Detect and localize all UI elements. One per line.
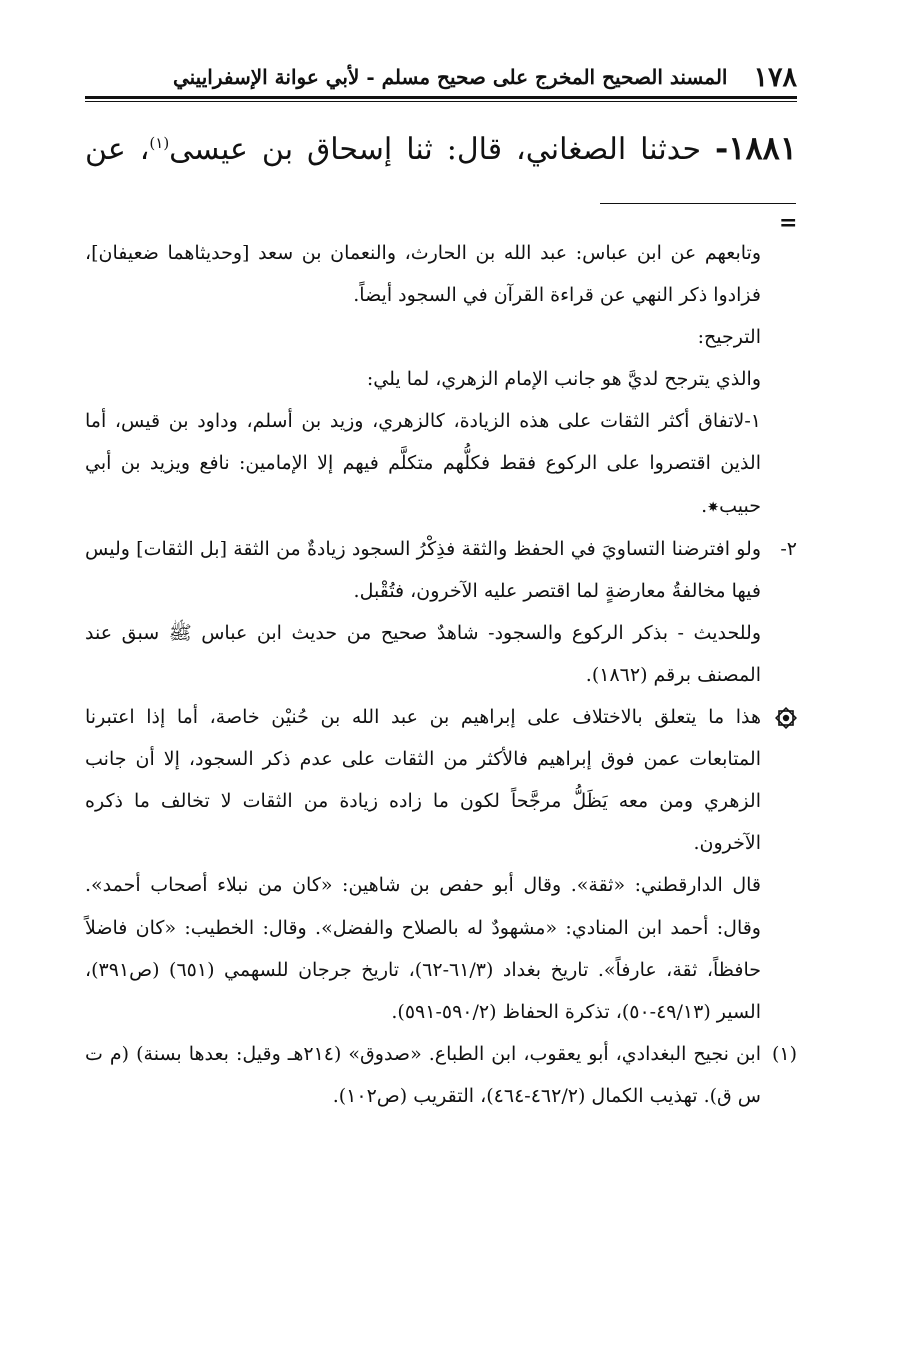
footnote-text: ابن نجيح البغدادي، أبو يعقوب، ابن الطباع. «صدوق» (٢١٤هـ وقيل: بعدها بسنة) (م ت س ق). تهذيب الكمال (٤٦٢/٢-٤٦٤)، التقريب (ص١٠٢). <box>85 1042 761 1107</box>
note-paragraph: هذا ما يتعلق بالاختلاف على إبراهيم بن عبد الله بن حُنيْن خاصة، أما إذا اعتبرنا المتابعات عمن فوق إبراهيم فالأكثر من الثقات على عدم ذكر السجود، إلا أن جانب الزهري ومن معه يَظَلُّ مرجَّحاً لكون ما زاده زيادة من الثقات لا تخالف ما ذكره الآخرون. <box>85 706 761 855</box>
note-marker <box>761 696 797 738</box>
honorific-symbol-icon: 🟎 <box>707 497 720 516</box>
note-text: وللحديث - بذكر الركوع والسجود- شاهدٌ صحيح من حديث ابن عباس <box>201 621 761 644</box>
honorific-text: ﷺ <box>168 621 192 644</box>
hadith-text <box>85 128 797 170</box>
page-number: ١٧٨ <box>753 61 797 93</box>
note-paragraph: وتابعهم عن ابن عباس: عبد الله بن الحارث، والنعمان بن سعد [وحديثاهما ضعيفان]، فزادوا ذكر النهي عن قراءة القرآن في السجود أيضاً. <box>85 242 761 307</box>
footnote-number: (١) <box>771 1042 797 1065</box>
note-text: سبق عند المصنف برقم (١٨٦٢). <box>85 621 761 686</box>
note-number: ٢- <box>780 537 797 560</box>
emblem-note <box>85 696 797 864</box>
note-paragraph: قال الدارقطني: «ثقة». وقال أبو حفص بن شاهين: «كان من نبلاء أصحاب أحمد». وقال: أحمد ابن المنادي: «مشهودٌ له بالصلاح والفضل». وقال: الخطيب: «كان فاضلاً حافظاً، ثقة، عارفاً». تاريخ بغداد (٦١/٣-٦٢)، تاريخ جرجان للسهمي (٦٥١) (ص٣٩١)، السير (٤٩/١٣-٥٠)، تذكرة الحفاظ (٥٩٠/٢-٥٩١). <box>85 874 762 1023</box>
ornament-star-icon <box>775 707 797 729</box>
running-title: المسند الصحيح المخرج على صحيح مسلم - لأبي عوانة الإسفراييني <box>172 65 728 89</box>
footnotes <box>85 232 797 1117</box>
note-paragraph <box>85 400 797 527</box>
numbered-note <box>85 528 797 612</box>
page-header <box>85 60 797 94</box>
numbered-footnote <box>85 1033 797 1117</box>
hadith-chain: حدثنا الصغاني، قال: ثنا إسحاق بن عيسى <box>169 132 701 167</box>
note-paragraph: والذي يترجح لديَّ هو جانب الإمام الزهري، لما يلي: <box>366 368 761 391</box>
note-paragraph: ولو افترضنا التساويَ في الحفظ والثقة فذِكْرُ السجود زيادةٌ من الثقة [بل الثقات] وليس فيها مخالفةُ معارضةٍ لما اقتصر عليه الآخرون، فتُقْبل. <box>85 537 761 602</box>
note-heading: الترجيح: <box>697 326 761 349</box>
hadith-tail: ، عن <box>85 132 150 167</box>
note-text: ١-لاتفاق أكثر الثقات على هذه الزيادة، كالزهري، وزيد بن أسلم، وداود بن قيس، أما الذين اقتصروا على الركوع فقط فكلُّهم متكلَّم فيهم إلا الإمامين: نافع ويزيد بن أبي حبيب <box>85 410 761 517</box>
note-period: . <box>701 494 708 517</box>
continuation-mark: = <box>779 210 798 236</box>
hadith-number: ١٨٨١- <box>714 129 797 167</box>
header-rule-thin <box>85 101 797 102</box>
footnote-separator <box>600 203 796 204</box>
footnote-reference: (١) <box>149 134 170 152</box>
note-paragraph <box>85 612 797 696</box>
header-rule <box>85 96 797 99</box>
